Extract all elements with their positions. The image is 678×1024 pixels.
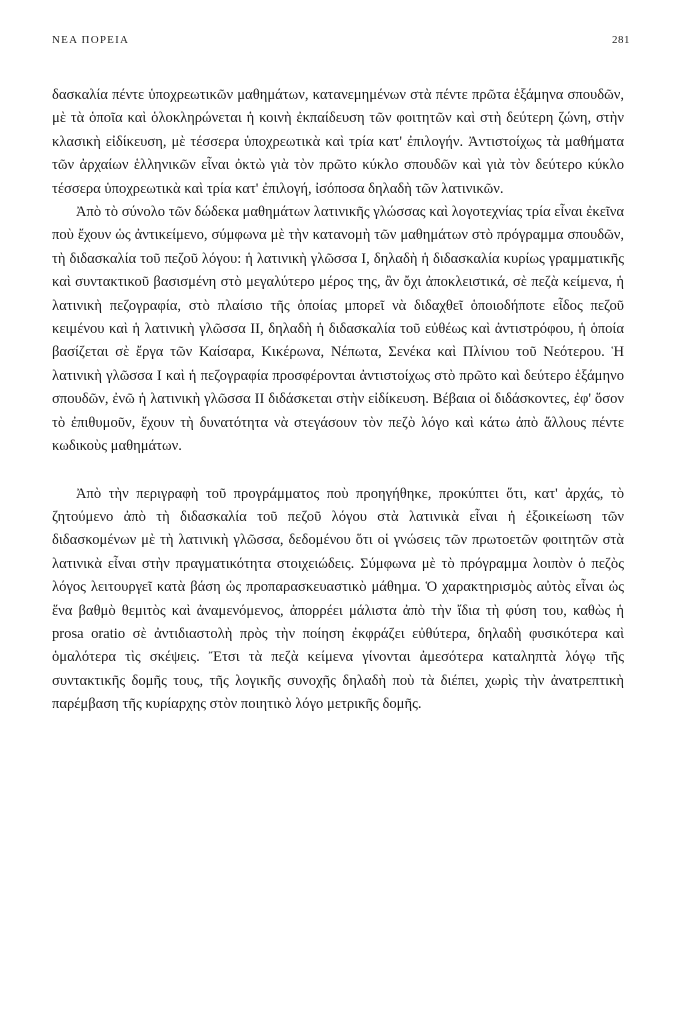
- running-header: [52, 34, 630, 50]
- body-text: [52, 84, 624, 717]
- page-number: 281: [612, 34, 630, 46]
- running-title: ΝΕΑ ΠΟΡΕΙΑ: [52, 34, 130, 46]
- paragraph-program-analysis: Ἀπὸ τὴν περιγραφὴ τοῦ προγράμματος ποὺ προηγήθηκε, προκύπτει ὅτι, κατ' ἀρχάς, τὸ ζητούμενο ἀπὸ τὴ διδασκαλία τοῦ πεζοῦ λόγου στὰ λατινικὰ εἶναι ἡ ἐξοικείωση τῶν διδασκομένων μὲ τὴ λατινικὴ γλῶσσα, δεδομένου ὅτι οἱ γνώσεις τῶν πρωτοετῶν φοιτητῶν στὰ λατινικὰ εἶναι στὴν πραγματικότητα στοιχειώδεις. Σύμφωνα μὲ τὸ πρόγραμμα λοιπὸν ὁ πεζὸς λόγος λειτουργεῖ κατὰ βάση ὡς προπαρασκευαστικὸ μάθημα. Ὁ χαρακτηρισμὸς αὐτὸς εἶναι ὡς ἕνα βαθμὸ θεμιτὸς καὶ ἀναμενόμενος, ἀπορρέει μάλιστα ἀπὸ τὴν ἴδια τὴ φύση του, καθὼς ἡ prosa oratio σὲ ἀντιδιαστολὴ πρὸς τὴν ποίηση ἐκφράζει εὐθύτερα, δηλαδὴ φυσικότερα καὶ ὁμαλότερα τὶς σκέψεις. Ἔτσι τὰ πεζὰ κείμενα γίνονται ἀμεσότερα καταληπτὰ λόγῳ τῆς συντακτικῆς δομῆς τους, τῆς λογικῆς συνοχῆς δηλαδὴ ποὺ τὰ διέπει, χωρὶς τὴν ἀνατρεπτικὴ παρέμβαση τῆς κυρίαρχης στὸν ποιητικὸ λόγο μετρικῆς δομῆς.: [52, 485, 624, 713]
- paragraph-continuation: δασκαλία πέντε ὑποχρεωτικῶν μαθημάτων, κατανεμημένων στὰ πέντε πρῶτα ἑξάμηνα σπουδῶν, μὲ τὰ ὁποῖα καὶ ὁλοκληρώνεται ἡ κοινὴ ἐκπαίδευση τῶν φοιτητῶν καὶ στὴ δεύτερη ζώνη, στὴν κλασικὴ εἰδίκευση, μὲ τέσσερα ὑποχρεωτικὰ καὶ τρία κατ' ἐπιλογήν. Ἀντιστοίχως τὰ μαθήματα τῶν ἀρχαίων ἑλληνικῶν εἶναι ὀκτὼ γιὰ τὸν πρῶτο κύκλο σπουδῶν καὶ γιὰ τὸν δεύτερο κύκλο τέσσερα ὑποχρεωτικὰ καὶ τρία κατ' ἐπιλογή, ἰσόποσα δηλαδὴ τῶν λατινικῶν.: [52, 87, 624, 197]
- paragraph-latin-courses: Ἀπὸ τὸ σύνολο τῶν δώδεκα μαθημάτων λατινικῆς γλώσσας καὶ λογοτεχνίας τρία εἶναι ἐκεῖνα ποὺ ἔχουν ὡς ἀντικείμενο, σύμφωνα μὲ τὴν κατανομὴ τῶν μαθημάτων στὸ πρόγραμμα σπουδῶν, τὴ διδασκαλία τοῦ πεζοῦ λόγου: ἡ λατινικὴ γλῶσσα Ι, δηλαδὴ ἡ διδασκαλία κυρίως γραμματικῆς καὶ συντακτικοῦ βασισμένη στὸ μεγαλύτερο μέρος της, ἂν ὄχι ἀποκλειστικά, σὲ πεζὰ κείμενα, ἡ λατινικὴ πεζογραφία, στὸ πλαίσιο τῆς ὁποίας μπορεῖ νὰ διδαχθεῖ ὁποιοδήποτε εἶδος πεζοῦ κειμένου καὶ ἡ λατινικὴ γλῶσσα ΙΙ, δηλαδὴ ἡ διδασκαλία τοῦ εὐθέως καὶ ἀντιστρόφου, ἡ ὁποία βασίζεται σὲ ἔργα τῶν Καίσαρα, Κικέρωνα, Νέπωτα, Σενέκα καὶ Πλίνιου τοῦ Νεότερου. Ἡ λατινικὴ γλῶσσα Ι καὶ ἡ πεζογραφία προσφέρονται ἀντιστοίχως στὸ πρῶτο καὶ δεύτερο ἑξάμηνο σπουδῶν, ἐνῶ ἡ λατινικὴ γλῶσσα ΙΙ διδάσκεται στὴν εἰδίκευση. Βέβαια οἱ διδάσκοντες, ἐφ' ὅσον τὸ ἐπιθυμοῦν, ἔχουν τὴ δυνατότητα νὰ στεγάσουν τὸν πεζὸ λόγο καὶ κάτω ἀπὸ ἄλλους πέντε κωδικοὺς μαθημάτων.: [52, 204, 624, 455]
